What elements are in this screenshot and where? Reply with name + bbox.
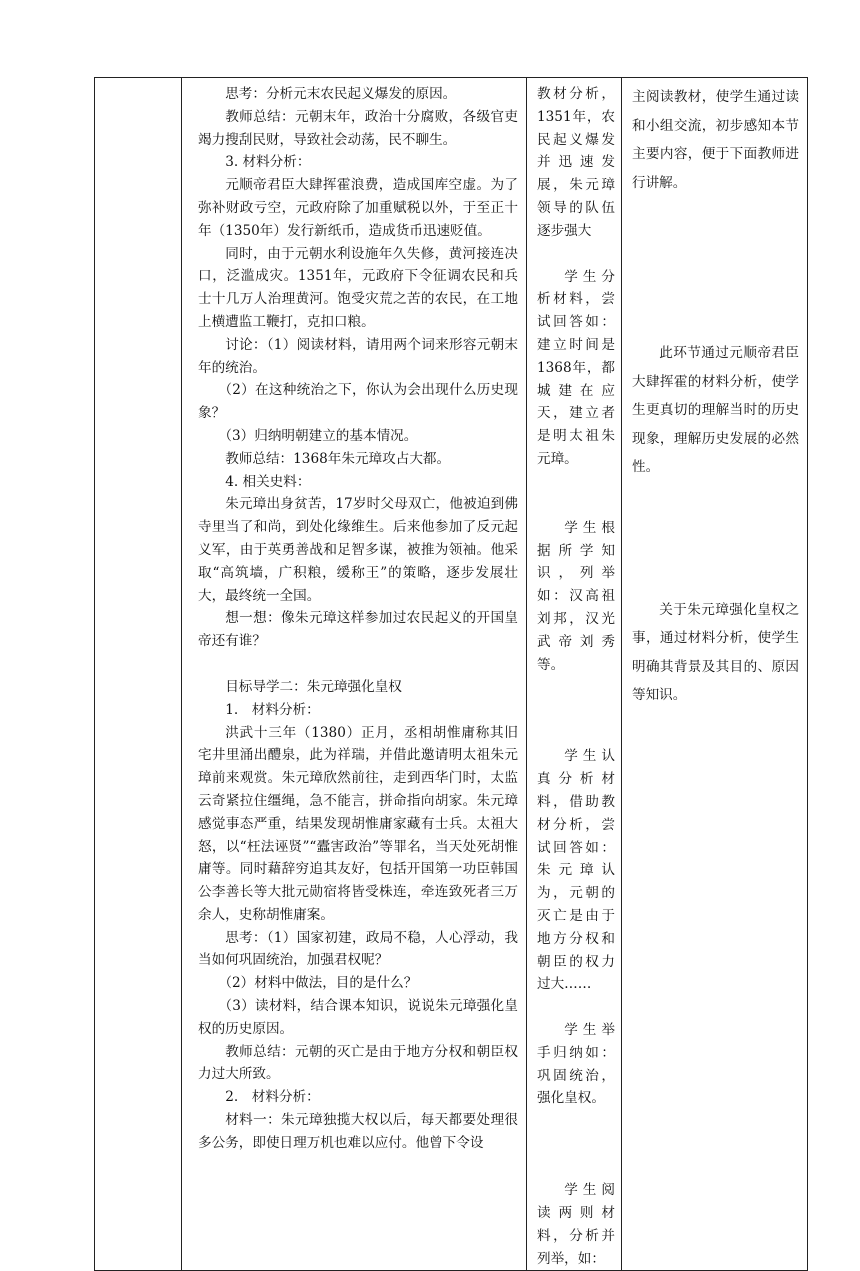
content-paragraph: （2）在这种统治之下，你认为会出现什么历史现象？	[198, 382, 518, 422]
student-activity-cell	[527, 78, 622, 1271]
content-paragraph: 元顺帝君臣大肆挥霍浪费，造成国库空虚。为了弥补财政亏空，元政府除了加重赋税以外，于至正十年（1350年）发行新纸币，造成货币迅速贬值。	[198, 177, 518, 239]
content-paragraph: （3）归纳明朝建立的基本情况。	[218, 427, 418, 444]
content-paragraph: 想一想：像朱元璋这样参加过农民起义的开国皇帝还有谁？	[198, 610, 518, 650]
student-activity-text: 学生根据所学知识，列举如：汉高祖刘邦，汉光武帝刘秀等。	[537, 519, 615, 673]
content-paragraph: 朱元璋出身贫苦，17岁时父母双亡，他被迫到佛寺里当了和尚，到处化缘维生。后来他参加了反元起义军，由于英勇善战和足智多谋，被推为领袖。他采取“高筑墙，广积粮，缓称王”的策略，逐步发展壮大，最终统一全国。	[198, 496, 518, 604]
student-activity-text: 学生认真分析材料，借助教材分析，尝试回答如：朱元璋认为，元朝的灭亡是由于地方分权和朝臣的权力过大……	[537, 748, 615, 993]
content-paragraph: 同时，由于元朝水利设施年久失修，黄河接连决口，泛滥成灾。1351年，元政府下令征调农民和兵士十几万人治理黄河。饱受灾荒之苦的农民，在工地上横遭监工鞭打，克扣口粮。	[198, 245, 518, 330]
content-paragraph: 教师总结：元朝的灭亡是由于地方分权和朝臣权力过大所致。	[198, 1043, 518, 1083]
design-intent-text: 主阅读教材，使学生通过读和小组交流，初步感知本节主要内容，便于下面教师进行讲解。	[632, 89, 799, 191]
content-paragraph: 材料一：朱元璋独揽大权以后，每天都要处理很多公务，即使日理万机也难以应付。他曾下令设	[198, 1112, 518, 1151]
content-heading: 3. 材料分析：	[225, 154, 311, 171]
content-paragraph: 思考：分析元末农民起义爆发的原因。	[225, 86, 457, 102]
content-paragraph: 讨论：（1）阅读材料，请用两个词来形容元朝末年的统治。	[198, 336, 518, 376]
content-paragraph: （2）材料中做法，目的是什么？	[218, 975, 418, 992]
lesson-plan-table	[94, 77, 808, 1271]
design-intent-cell	[622, 78, 808, 1271]
student-activity-text: 学生阅读两则材料，分析并列举，如：	[537, 1182, 615, 1267]
spacer	[198, 653, 518, 676]
content-heading: 2. 材料分析：	[225, 1089, 320, 1106]
teaching-content-cell	[182, 78, 527, 1271]
design-intent-text: 此环节通过元顺帝君臣大肆挥霍的材料分析，使学生更真切的理解当时的历史现象，理解历史发展的必然性。	[632, 345, 799, 475]
content-paragraph: （3）读材料，结合课本知识，说说朱元璋强化皇权的历史原因。	[198, 998, 518, 1037]
section-heading: 目标导学二：朱元璋强化皇权	[225, 678, 402, 695]
student-activity-text: 学生分析材料，尝试回答如：建立时间是1368年，都城建在应天，建立者是明太祖朱元璋。	[537, 268, 615, 467]
content-paragraph: 思考：（1）国家初建，政局不稳，人心浮动，我当如何巩固统治，加强君权呢？	[198, 929, 518, 969]
content-heading: 4. 相关史料：	[225, 473, 311, 490]
content-paragraph: 洪武十三年（1380）正月，丞相胡惟庸称其旧宅井里涌出醴泉，此为祥瑞，并借此邀请明太祖朱元璋前来观赏。朱元璋欣然前往，走到西华门时，太监云奇紧拉住缰绳，急不能言，拼命指向胡家。朱元璋感觉事态严重，结果发现胡惟庸家藏有士兵。太祖大怒，以“枉法诬贤”“蠹害政治”等罪名，当天处死胡惟庸等。同时藉辞穷追其友好，包括开国第一功臣韩国公李善长等大批元勋宿将皆受株连，牵连致死者三万余人，史称胡惟庸案。	[198, 724, 518, 923]
student-activity-text: 教材分析，1351年，农民起义爆发并迅速发展，朱元璋领导的队伍逐步强大	[537, 86, 615, 239]
content-paragraph: 教师总结：1368年朱元璋攻占大都。	[225, 450, 451, 467]
content-heading: 1. 材料分析：	[225, 701, 320, 718]
stage-column-cell	[95, 78, 182, 1271]
student-activity-text: 学生举手归纳如：巩固统治，强化皇权。	[537, 1022, 615, 1107]
design-intent-text: 关于朱元璋强化皇权之事，通过材料分析，使学生明确其背景及其目的、原因等知识。	[632, 601, 799, 703]
content-paragraph: 教师总结：元朝末年，政治十分腐败，各级官吏竭力搜刮民财，导致社会动荡，民不聊生。	[198, 108, 518, 148]
